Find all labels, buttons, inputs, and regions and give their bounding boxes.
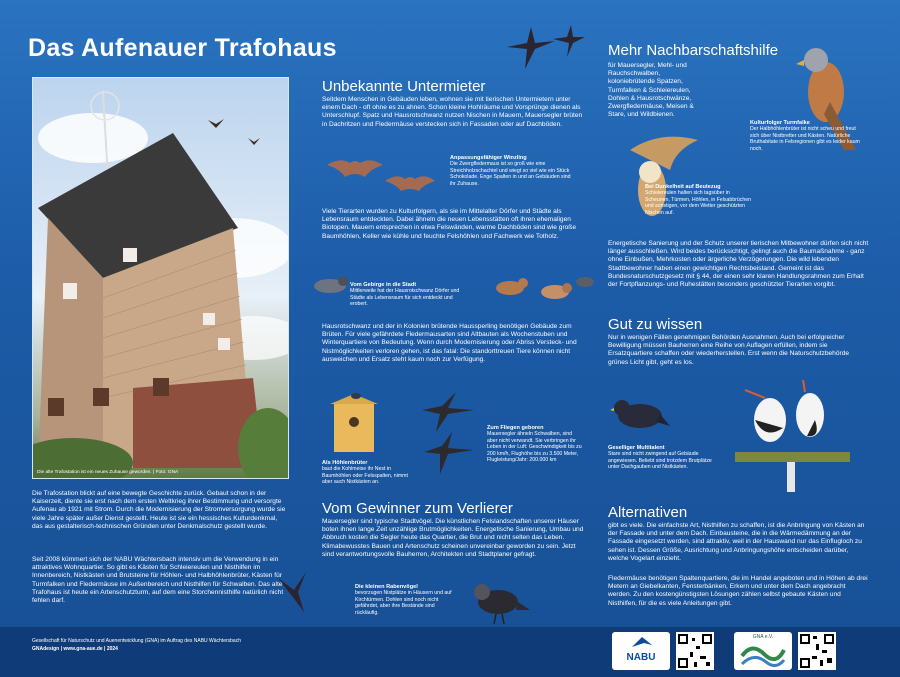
nabu-logo: [612, 632, 670, 670]
redstart-caption: [350, 282, 460, 308]
jackdaw-icon: [470, 580, 530, 626]
box-caption-body: baut die Kohlmeise ihr Nest in Baumhöhlen oder Felsspalten, nimmt aber auch Nistkästen an.: [322, 466, 408, 486]
swifts-icon: [418, 392, 480, 476]
footer-credit: Gesellschaft für Naturschutz und Auenentwicklung (GNA) im Auftrag des NABU Wächtersbach: [32, 638, 241, 644]
history-text: Die Trafostation blickt auf eine bewegte Geschichte zurück. Gebaut schon in der Kaiserzeit, diente sie erst nach dem ersten Weltkrieg ihrer Bestimmung und versorgte Aufenau ab 1921 mit Strom. Durch die Modernisierung der Stromversorgung wurde sie viele Jahre später außer Dienst gestellt. Heute ist sie ein hessisches Kulturdenkmal, das aus gestalterisch-technischen Gründen unter Denkmalschutz gestellt wurde.: [32, 490, 286, 530]
fledermaus-text: Fledermäuse benötigen Spaltenquartiere, die im Handel angeboten und in Höhen ab drei Metern an Giebelkanten, Fensterbänken, Erkern und unter dem Dach angebracht werden. Zu den kostengünstigsten Lösungen zählen selbst gebaute Kästen und Nisthilfen, für die es viele Anleitungen gibt.: [608, 575, 868, 607]
bat-caption: [450, 155, 575, 187]
qr-code-nabu[interactable]: [676, 632, 714, 670]
gut-zu-wissen-text: Nur in wenigen Fällen genehmigen Behörden Ausnahmen. Auch bei erfolgreicher Bewilligung müssen Bauherren eine Reihe von Auflagen erfüllen, indem sie Ersatzquartiere schaffen oder wiederherstellen. Erst wenn die Naturschutzbehörde grünes Licht gibt, geht es los.: [608, 334, 850, 366]
box-caption: [322, 460, 412, 486]
swallow-icon: [276, 570, 310, 614]
owl-caption-body: Schleiereulen halten sich tagsüber in Scheunen, Türmen, Höhlen, in Felsabbrüchen und sonstigen, vor dem Wetter geschützten Nischen auf.: [645, 190, 752, 216]
nachbarschaft-list: für Mauersegler, Mehl- und Rauchschwalben, koloniebrütende Spatzen, Turmfalken & Schleiereulen, Dohlen & Hausrotschwänze, Zwergfledermäuse, Meisen & Stare, und Wildbienen.: [608, 62, 694, 119]
gna-logo-text: GNA e.V.: [752, 634, 774, 640]
starling-icon: [610, 390, 670, 440]
schutz-text: Energetische Sanierung und der Schutz unserer tierischen Mitbewohner dürfen sich nicht länger ausschließen. Wird beides berücksichtigt, gelingt auch die Baumaßnahme - ganz ohne Einbußen, Mehrkosten oder ärgerliche Verzögerungen. Die wild lebenden Stadtbewohner haben einen gewichtigen Rechtsbeistand. Gemeint ist das Bundesnaturschutzgesetz mit § 44, der einen sehr klaren Handlungsrahmen zum Erhalt der Fortpflanzungs- und Ruhestätten besonders geschützter Tierarten vorgibt.: [608, 240, 869, 289]
starling-caption: [608, 445, 718, 471]
board-title: Das Aufenauer Trafohaus: [28, 34, 337, 62]
jackdaw-caption-title: Die kleinen Rabenvögel: [355, 584, 418, 590]
bat-caption-body: Die Zwergfledermaus ist so groß wie eine Streichholzschachtel und wiegt so viel wie ein Stück Schokolade. Enge Spalten in und an Gebäuden sind ihr Zuhause.: [450, 161, 571, 187]
gna-logo: [734, 632, 792, 670]
heading-verlierer: Vom Gewinner zum Verlierer: [322, 500, 513, 517]
swift-caption-body: Mauersegler ähneln Schwalben, sind aber nicht verwandt. Sie verbringen ihr Leben in der Luft: Geschwindigkeit bis zu 200 km/h, Flughöhe bis zu 3.500 Meter, Flugleistung/Jahr: 200.000 km: [487, 431, 582, 464]
bat-icon: [325, 155, 435, 195]
qr-code-gna[interactable]: [798, 632, 836, 670]
tower-photo: [32, 77, 289, 479]
untermieter-text: Seitdem Menschen in Gebäuden leben, wohnen sie mit tierischen Untermietern unter einem Dach - oft ohne es zu ahnen. Schon kleine Hohlräume und Vorsprünge dienen als Unterschlupf. Spatz und Hausrotschwanz nutzen Nischen in Mauern, Mauersegler brüten in Dachritzen und Fledermäuse verstecken sich in Fassaden oder auf Dachböden.: [322, 96, 583, 128]
alternativen-text: gibt es viele. Die einfachste Art, Nisthilfen zu schaffen, ist die Anbringung von Kästen an der Fassade und unter dem Dach. Einbausteine, die in die Wärmedämmung an der Fassade eingesetzt werden, sind attraktiv, weil in der Hauswand nur das Einflugloch zu sehen ist. Dessen Größe, Ausrichtung und Anbringungshöhe entscheiden darüber, welche Vogelart einzieht.: [608, 522, 865, 562]
swift-icon: [505, 25, 585, 75]
box-caption-title: Als Höhlenbrüter: [322, 460, 368, 466]
heading-alternativen: Alternativen: [608, 504, 688, 521]
owl-caption-title: Bei Dunkelheit auf Beutezug: [645, 184, 721, 190]
heading-gut-zu-wissen: Gut zu wissen: [608, 316, 703, 333]
bat-caption-title: Anpassungsfähiger Winzling: [450, 155, 527, 161]
nabu-logo-text: NABU: [626, 652, 656, 663]
swift-caption-title: Zum Fliegen geboren: [487, 425, 544, 431]
kestrel-caption-body: Der Halbhöhlenbrüter ist nicht scheu und freut sich über Nistbretter und Kästen. Natürliche Bruthabitate in Felsregionen gibt es leider kaum noch.: [750, 126, 860, 152]
redstart-caption-body: Mittlerweile hat der Hausrotschwanz Dörfer und Städte als Lebensraum für sich entdeckt und erobert.: [350, 288, 460, 308]
verlierer-text: Mauersegler sind typische Stadtvögel. Die künstlichen Felslandschaften unserer Häuser boten ihnen lange Zeit unzählige Brutmöglichkeiten. Energetische Sanierung, Umbau und Abbruch kosten die Segler heute das Quartier, die Brut und nicht selten das Leben. Klimabewusstes Bauen und Artenschutz scheinen unvereinbar geworden zu sein. Jetzt sind verantwortungsvolle Bauherren, Architekten und Stadtplaner gefragt.: [322, 518, 584, 558]
heading-nachbarschaftshilfe: Mehr Nachbarschaftshilfe: [608, 42, 779, 59]
kestrel-caption-title: Kulturfolger Turmfalke: [750, 120, 810, 126]
nest-box-icon: [330, 392, 378, 454]
haussperling-text: Hausrotschwanz und der in Kolonien brütende Haussperling benötigen Gebäude zum Brüten. Für viele gefährdete Fledermausarten sind Altbauten als Wochenstuben und Winterquartiere von Bedeutung. Wenn durch Modernisierung oder Abriss Versteck- und Nistmöglichkeiten verloren gehen, ist das fatal: Die standorttreuen Tiere können nicht ausweichen und Ersatz steht kaum noch zur Verfügung.: [322, 323, 577, 363]
jackdaw-caption-body: bevorzugen Nistplätze in Häusern und auf Kirchtürmen. Dohlen sind noch nicht gefährdet, aber ihre Bestände sind rückläufig.: [355, 590, 452, 616]
starling-caption-body: Stare sind nicht zwingend auf Gebäude angewiesen. Beliebt sind trotzdem Brutplätze unter Dachgauben und Nistkästen.: [608, 451, 712, 471]
kulturfolger-text: Viele Tierarten wurden zu Kulturfolgern, als sie im Mittelalter Dörfer und Städte als Lebensraum entdeckten. Dabei ähneln die neuen Lebensstätten oft ihren ehemaligen Biotopen. Mauern entsprechen in etwa Felswänden, warme Dachböden sind wie große Baumhöhlen, Keller wie kühle und feuchte Felshöhlen und Fachwerk wie Totholz.: [322, 208, 577, 240]
jackdaw-caption: [355, 584, 455, 616]
photo-caption: Die alte Trafostation ist ein neues Zuhause geworden. | Foto: GNA: [37, 470, 179, 475]
nabu-text: Seit 2008 kümmert sich der NABU Wächtersbach intensiv um die Verwendung in ein attraktives Wohnquartier. So gibt es Kästen für Schleiereulen und Nisthilfen im Innenbereich, Nistkästen und Brutsteine für Höhlen- und Halbhöhlenbrüter, Kästen für Turmfalken und Fledermäuse im Außenbereich und Nisthilfen für Schwalben. Das alte Trafohaus ist heute ein Artenschutzturm, auf dem eine Storchennisthilfe natürlich nicht fehlen darf.: [32, 556, 284, 605]
redstart-caption-title: Vom Gebirge in die Stadt: [350, 282, 417, 288]
heading-untermieter: Unbekannte Untermieter: [322, 78, 486, 95]
starling-caption-title: Geselliger Multitalent: [608, 445, 665, 451]
storks-icon: [725, 380, 860, 492]
footer-design: GNAdesign | www.gna-aue.de | 2024: [32, 646, 118, 652]
owl-caption: [645, 184, 755, 216]
kestrel-caption: [750, 120, 860, 152]
swift-caption: [487, 425, 582, 463]
